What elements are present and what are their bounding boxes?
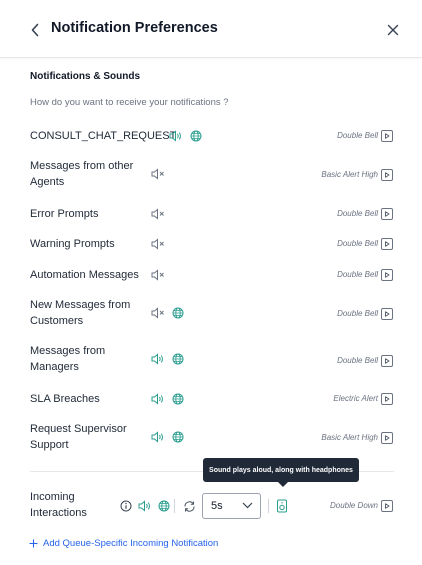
play-sound-button[interactable] (381, 355, 393, 367)
speaker-on-icon[interactable] (151, 392, 165, 406)
play-icon (384, 396, 390, 402)
play-sound-button[interactable] (381, 238, 393, 250)
speaker-on-icon[interactable] (138, 499, 152, 513)
section-subtitle: How do you want to receive your notifications ? (30, 97, 229, 108)
speaker-on-icon[interactable] (151, 430, 165, 444)
speaker-muted-icon[interactable] (151, 268, 165, 282)
globe-icon[interactable] (171, 352, 185, 366)
play-sound-button[interactable] (381, 432, 393, 444)
play-sound-button[interactable] (381, 393, 393, 405)
add-link-label: Add Queue-Specific Incoming Notification (43, 538, 219, 549)
play-icon (384, 272, 390, 278)
back-button[interactable] (26, 21, 44, 39)
chevron-down-icon (242, 502, 253, 509)
repeat-interval-select[interactable] (202, 493, 261, 519)
speaker-muted-icon[interactable] (151, 207, 165, 221)
panel-header (0, 0, 422, 58)
plus-icon (29, 539, 38, 548)
play-icon (384, 133, 390, 139)
info-icon[interactable] (119, 499, 133, 513)
globe-icon[interactable] (171, 430, 185, 444)
repeat-interval-value: 5s (211, 500, 223, 512)
sound-name: Double Bell (337, 309, 378, 318)
add-queue-notification-link[interactable] (29, 538, 218, 549)
play-icon (384, 435, 390, 441)
sound-name: Double Down (329, 501, 378, 510)
list-item (0, 266, 422, 284)
play-icon (384, 241, 390, 247)
sound-name: Double Bell (337, 209, 378, 218)
speaker-muted-icon[interactable] (151, 306, 165, 320)
list-item (0, 390, 422, 408)
play-sound-button[interactable] (381, 169, 393, 181)
notification-label: SLA Breaches (30, 393, 100, 405)
sound-name: Basic Alert High (321, 433, 378, 442)
globe-icon[interactable] (171, 306, 185, 320)
notification-label: Messages from other Agents (30, 160, 134, 188)
page-title: Notification Preferences (51, 20, 218, 36)
sound-name: Double Bell (337, 239, 378, 248)
incoming-label: Incoming Interactions (30, 491, 87, 519)
divider (268, 499, 269, 513)
play-sound-button[interactable] (381, 208, 393, 220)
play-sound-button[interactable] (381, 500, 393, 512)
list-item (0, 205, 422, 223)
sound-name: Double Bell (337, 131, 378, 140)
notification-label: Messages from Managers (30, 345, 106, 373)
play-icon (384, 358, 390, 364)
sound-name: Double Bell (337, 270, 378, 279)
sound-name: Basic Alert High (321, 170, 378, 179)
notification-label: New Messages from Customers (30, 299, 131, 327)
play-icon (384, 211, 390, 217)
play-sound-button[interactable] (381, 269, 393, 281)
speaker-on-icon[interactable] (151, 352, 165, 366)
play-icon (384, 311, 390, 317)
globe-icon[interactable] (171, 392, 185, 406)
notification-label: Error Prompts (30, 208, 99, 220)
close-button[interactable] (384, 21, 402, 39)
notification-label: Automation Messages (30, 269, 139, 281)
list-item (0, 127, 422, 145)
play-sound-button[interactable] (381, 308, 393, 320)
speaker-on-icon[interactable] (169, 129, 183, 143)
notification-label: Warning Prompts (30, 238, 115, 250)
play-sound-button[interactable] (381, 130, 393, 142)
list-item (0, 297, 422, 329)
sound-name: Double Bell (337, 356, 378, 365)
speaker-device-icon[interactable] (275, 499, 289, 513)
speaker-muted-icon[interactable] (151, 237, 165, 251)
notification-label: Request Supervisor Support (30, 423, 127, 451)
divider (174, 499, 175, 513)
notification-label: CONSULT_CHAT_REQUEST (30, 130, 177, 142)
close-icon (387, 24, 399, 36)
speaker-muted-icon[interactable] (151, 167, 165, 181)
play-icon (384, 172, 390, 178)
chevron-left-icon (30, 23, 40, 37)
list-item (0, 158, 422, 190)
globe-icon[interactable] (157, 499, 171, 513)
list-item (0, 421, 422, 453)
globe-icon[interactable] (189, 129, 203, 143)
repeat-icon[interactable] (182, 499, 196, 513)
list-item (0, 235, 422, 253)
tooltip: Sound plays aloud, along with headphones (203, 458, 359, 482)
sound-name: Electric Alert (333, 394, 378, 403)
list-item (0, 343, 422, 375)
play-icon (384, 503, 390, 509)
section-title: Notifications & Sounds (30, 71, 140, 82)
